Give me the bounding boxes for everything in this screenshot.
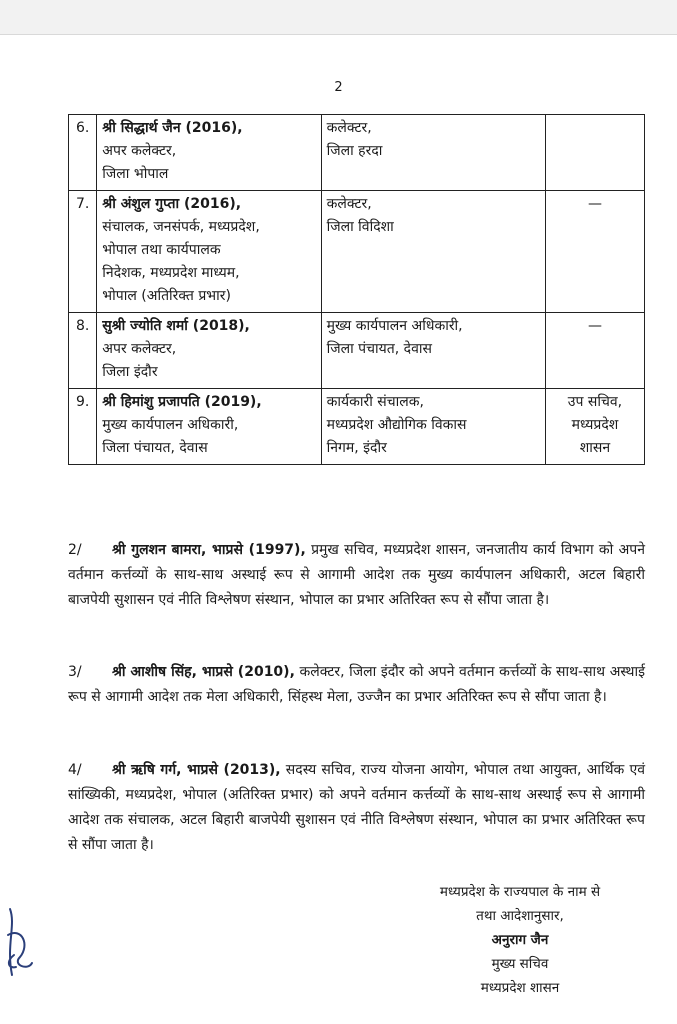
paragraph-4 <box>68 758 645 858</box>
table-row <box>69 191 645 313</box>
officer-name: श्री हिमांशु प्रजापति (2019), <box>102 394 262 410</box>
table-body <box>69 115 645 465</box>
new-post-cell <box>321 115 545 191</box>
paragraph-number: 4/ <box>68 762 82 778</box>
additional-charge-line: मध्यप्रदेश <box>571 417 619 433</box>
paragraph-text: प्रमुख सचिव, मध्यप्रदेश शासन, जनजातीय कार्य विभाग को अपने वर्तमान कर्त्तव्यों के साथ-साथ अस्थाई रूप से आगामी आदेश तक मुख्य कार्यपालन अधिकारी, अटल बिहारी बाजपेयी सुशासन एवं नीति विश्लेषण संस्थान, भोपाल का प्रभार अतिरिक्त रूप से सौंपा जाता है। <box>68 542 646 608</box>
transfer-orders-table <box>68 114 645 465</box>
new-post-line: जिला पंचायत, देवास <box>326 341 432 357</box>
row-number: 8. <box>69 313 97 389</box>
officer-current-post-line: अपर कलेक्टर, <box>102 143 177 159</box>
signature-block <box>400 880 640 1000</box>
officer-current-post-line: भोपाल (अतिरिक्त प्रभार) <box>102 288 231 304</box>
handwritten-signature <box>2 905 36 985</box>
officer-current-post-line: अपर कलेक्टर, <box>102 341 177 357</box>
table-row <box>69 389 645 465</box>
paragraph-text: कलेक्टर, जिला इंदौर को अपने वर्तमान कर्त्तव्यों के साथ-साथ अस्थाई रूप से आगामी आदेश तक मेला अधिकारी, सिंहस्थ मेला, उज्जैन का प्रभार अतिरिक्त रूप से सौंपा जाता है। <box>68 664 646 705</box>
paragraph-number: 2/ <box>68 542 82 558</box>
officer-name: श्री ऋषि गर्ग, भाप्रसे (2013), <box>112 762 281 778</box>
paragraph-text: सदस्य सचिव, राज्य योजना आयोग, भोपाल तथा आयुक्त, आर्थिक एवं सांख्यिकी, मध्यप्रदेश, भोपाल (अतिरिक्त प्रभार) को अपने वर्तमान कर्त्तव्यों के साथ-साथ अस्थाई रूप से आगामी आदेश तक संचालक, अटल बिहारी बाजपेयी सुशासन एवं नीति विश्लेषण संस्थान, भोपाल का प्रभार अतिरिक्त रूप से सौंपा जाता है। <box>68 762 645 853</box>
new-post-line: कलेक्टर, <box>326 196 372 212</box>
page-number: 2 <box>334 80 343 95</box>
officer-current-post-line: संचालक, जनसंपर्क, मध्यप्रदेश, <box>102 219 260 235</box>
officer-cell <box>97 191 321 313</box>
row-number: 9. <box>69 389 97 465</box>
additional-charge-line: शासन <box>579 440 611 456</box>
table-row <box>69 313 645 389</box>
officer-current-post-line: मुख्य कार्यपालन अधिकारी, <box>102 417 239 433</box>
signatory-department: मध्यप्रदेश शासन <box>480 980 560 996</box>
officer-name: सुश्री ज्योति शर्मा (2018), <box>102 318 250 334</box>
additional-charge-line: — <box>587 318 602 334</box>
row-number: 6. <box>69 115 97 191</box>
officer-cell <box>97 313 321 389</box>
paragraph-2 <box>68 538 645 613</box>
officer-cell <box>97 115 321 191</box>
new-post-line: जिला हरदा <box>326 143 383 159</box>
officer-name: श्री गुलशन बामरा, भाप्रसे (1997), <box>112 542 306 558</box>
new-post-line: जिला विदिशा <box>326 219 394 235</box>
paragraph-number: 3/ <box>68 664 82 680</box>
additional-charge-cell <box>545 191 644 313</box>
table-row <box>69 115 645 191</box>
additional-charge-cell <box>545 313 644 389</box>
viewer-top-bar <box>0 0 677 35</box>
additional-charge-line: — <box>587 196 602 212</box>
new-post-line: कार्यकारी संचालक, <box>326 394 424 410</box>
new-post-line: कलेक्टर, <box>326 120 372 136</box>
officer-current-post-line: जिला इंदौर <box>102 364 158 380</box>
row-number: 7. <box>69 191 97 313</box>
additional-charge-line: उप सचिव, <box>567 394 623 410</box>
signature-line-1: मध्यप्रदेश के राज्यपाल के नाम से <box>439 884 601 900</box>
officer-current-post-line: जिला पंचायत, देवास <box>102 440 208 456</box>
paragraph-3 <box>68 660 645 710</box>
new-post-line: मुख्य कार्यपालन अधिकारी, <box>326 318 463 334</box>
officer-name: श्री सिद्धार्थ जैन (2016), <box>102 120 243 136</box>
officer-cell <box>97 389 321 465</box>
new-post-cell <box>321 389 545 465</box>
officer-current-post-line: भोपाल तथा कार्यपालक <box>102 242 221 258</box>
new-post-line: मध्यप्रदेश औद्योगिक विकास <box>326 417 467 433</box>
signature-line-2: तथा आदेशानुसार, <box>476 908 564 924</box>
signatory-designation: मुख्य सचिव <box>491 956 549 972</box>
new-post-line: निगम, इंदौर <box>326 440 387 456</box>
new-post-cell <box>321 313 545 389</box>
additional-charge-cell <box>545 389 644 465</box>
officer-current-post-line: जिला भोपाल <box>102 166 169 182</box>
officer-current-post-line: निदेशक, मध्यप्रदेश माध्यम, <box>102 265 240 281</box>
signatory-name: अनुराग जैन <box>491 932 549 948</box>
officer-name: श्री आशीष सिंह, भाप्रसे (2010), <box>112 664 295 680</box>
officer-name: श्री अंशुल गुप्ता (2016), <box>102 196 242 212</box>
additional-charge-cell <box>545 115 644 191</box>
new-post-cell <box>321 191 545 313</box>
